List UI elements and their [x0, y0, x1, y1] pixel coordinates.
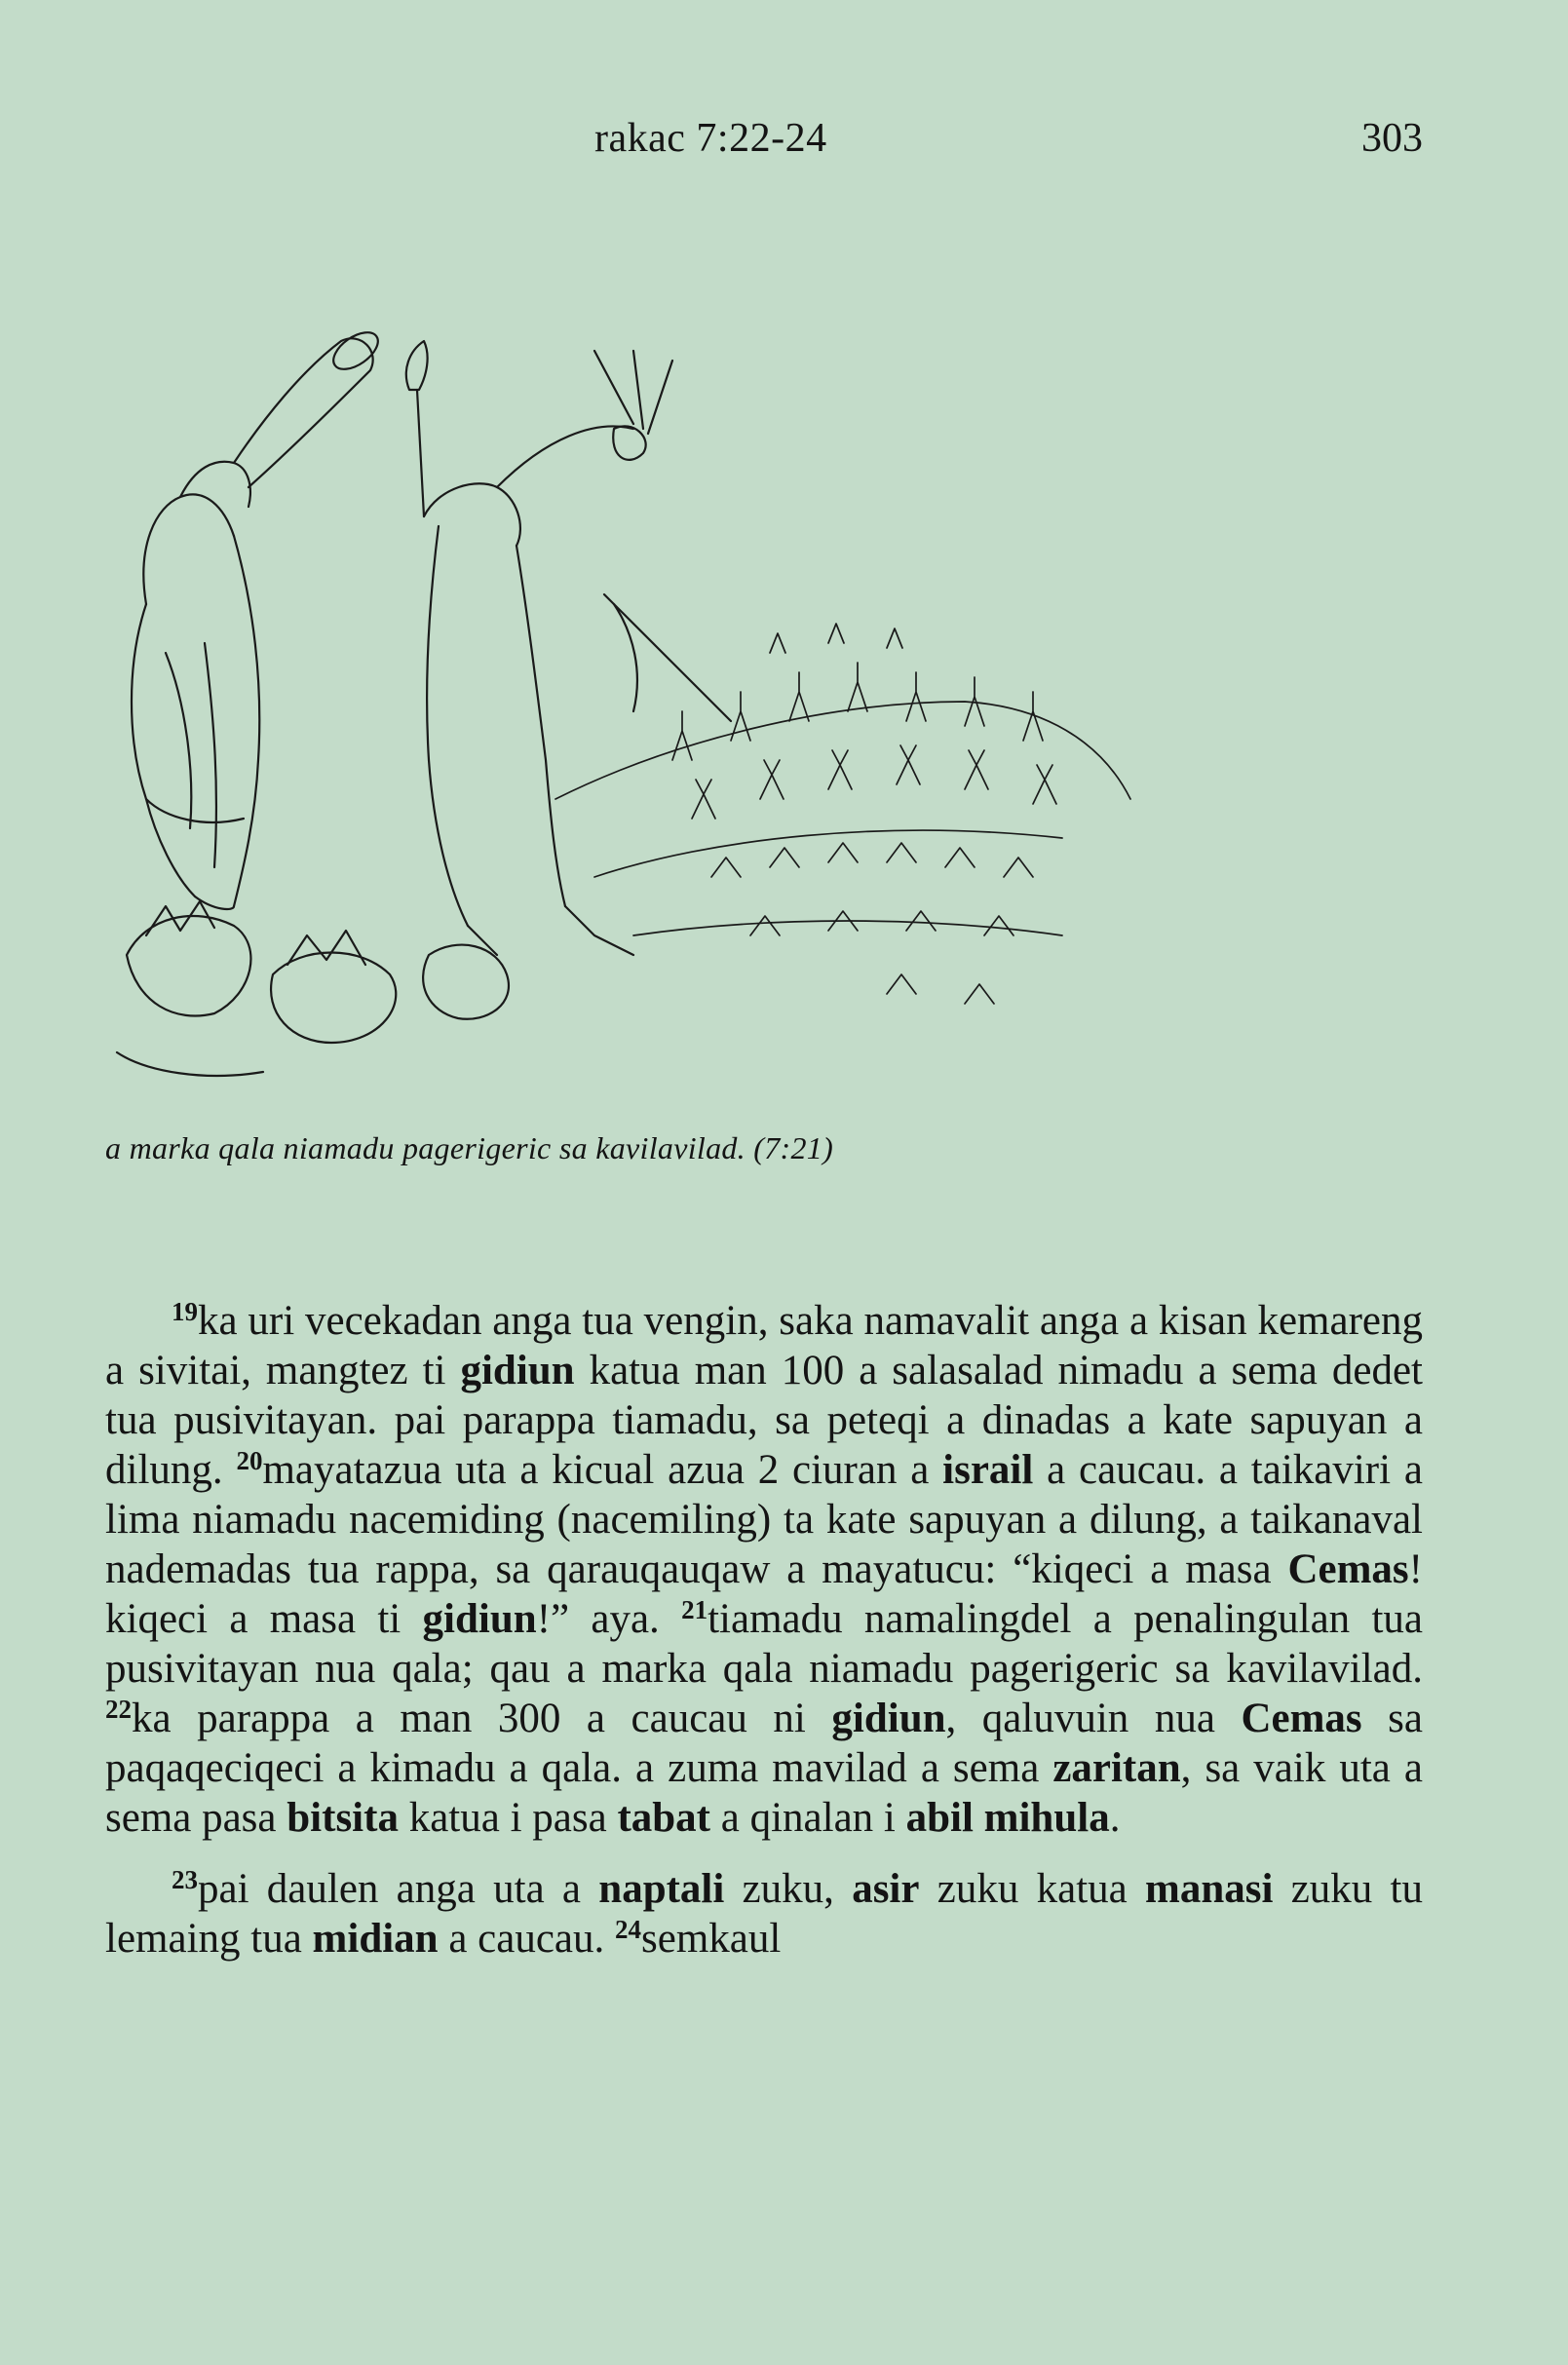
emphasized-name: israil: [942, 1447, 1034, 1493]
emphasized-name: tabat: [617, 1795, 710, 1841]
emphasized-name: bitsita: [287, 1795, 399, 1841]
text-run: sa paqaqeciqeci a kimadu a qala. a zuma mavilad a sema: [105, 1696, 1423, 1791]
illustration-trumpets-and-torches: [88, 195, 1140, 1130]
page-number: 303: [1361, 116, 1423, 161]
text-run: !” aya.: [536, 1596, 682, 1642]
text-run: a caucau.: [438, 1916, 616, 1962]
running-head: rakac 7:22-24: [594, 116, 827, 161]
figure-caption: a marka qala niamadu pagerigeric sa kavilavilad. (7:21): [105, 1130, 834, 1165]
horn-blower-figure: [132, 325, 384, 909]
text-run: semkaul: [641, 1916, 782, 1962]
verse-number: 20: [236, 1446, 263, 1475]
emphasized-name: gidiun: [422, 1596, 537, 1642]
verse-number: 24: [615, 1915, 642, 1944]
text-run: katua man 100 a salasalad nimadu a sema dedet tua pusivitayan. pai parappa tiamadu, sa peteqi a dinadas a kate sapuyan a dilung.: [105, 1348, 1423, 1493]
emphasized-name: manasi: [1145, 1866, 1274, 1912]
emphasized-name: midian: [312, 1916, 439, 1962]
verse-number: 19: [172, 1297, 198, 1326]
emphasized-name: Cemas: [1287, 1546, 1409, 1592]
emphasized-name: gidiun: [831, 1696, 946, 1741]
text-run: ka uri vecekadan anga tua vengin, saka namavalit anga a kisan kemareng a sivitai, mangtez ti: [105, 1298, 1423, 1393]
text-run: ka parappa a man 300 a caucau ni: [132, 1696, 832, 1741]
text-run: , qaluvuin nua: [945, 1696, 1242, 1741]
emphasized-name: Cemas: [1241, 1696, 1362, 1741]
page-header: [107, 115, 1423, 173]
emphasized-name: abil mihula: [905, 1795, 1110, 1841]
emphasized-name: zaritan: [1052, 1745, 1181, 1791]
text-run: mayatazua uta a kicual azua 2 ciuran a: [262, 1447, 943, 1493]
emphasized-name: naptali: [598, 1866, 725, 1912]
text-run: zuku tu lemaing tua: [105, 1866, 1423, 1962]
verse-number: 21: [681, 1595, 708, 1624]
text-run: zuku,: [724, 1866, 853, 1912]
body-text: [105, 1296, 1423, 1964]
text-run: katua i pasa: [398, 1795, 618, 1841]
emphasized-name: asir: [852, 1866, 920, 1912]
text-run: tiamadu namalingdel a penalingulan tua pusivitayan nua qala; qau a marka qala niamadu pagerigeric sa kavilavilad.: [105, 1596, 1424, 1692]
text-run: , sa vaik uta a sema pasa: [105, 1745, 1423, 1841]
text-run: a caucau. a taikaviri a lima niamadu nacemiding (nacemiling) ta kate sapuyan a dilung, a taikanaval nademadas tua rappa, sa qarauqauqaw a mayatucu: “kiqeci a masa: [105, 1447, 1423, 1592]
text-run: pai daulen anga uta a: [198, 1866, 599, 1912]
emphasized-name: gidiun: [460, 1348, 575, 1393]
fleeing-crowd: [555, 624, 1130, 1004]
paragraph: [105, 1864, 1423, 1964]
paragraph: [105, 1296, 1423, 1843]
verse-number: 22: [105, 1695, 132, 1724]
verse-number: 23: [172, 1865, 198, 1894]
broken-jars: [117, 901, 509, 1076]
torch-bearer-figure: [406, 341, 731, 955]
text-run: ! kiqeci a masa ti: [105, 1546, 1423, 1642]
text-run: a qinalan i: [710, 1795, 906, 1841]
text-run: zuku katua: [919, 1866, 1145, 1912]
text-run: .: [1109, 1795, 1121, 1841]
